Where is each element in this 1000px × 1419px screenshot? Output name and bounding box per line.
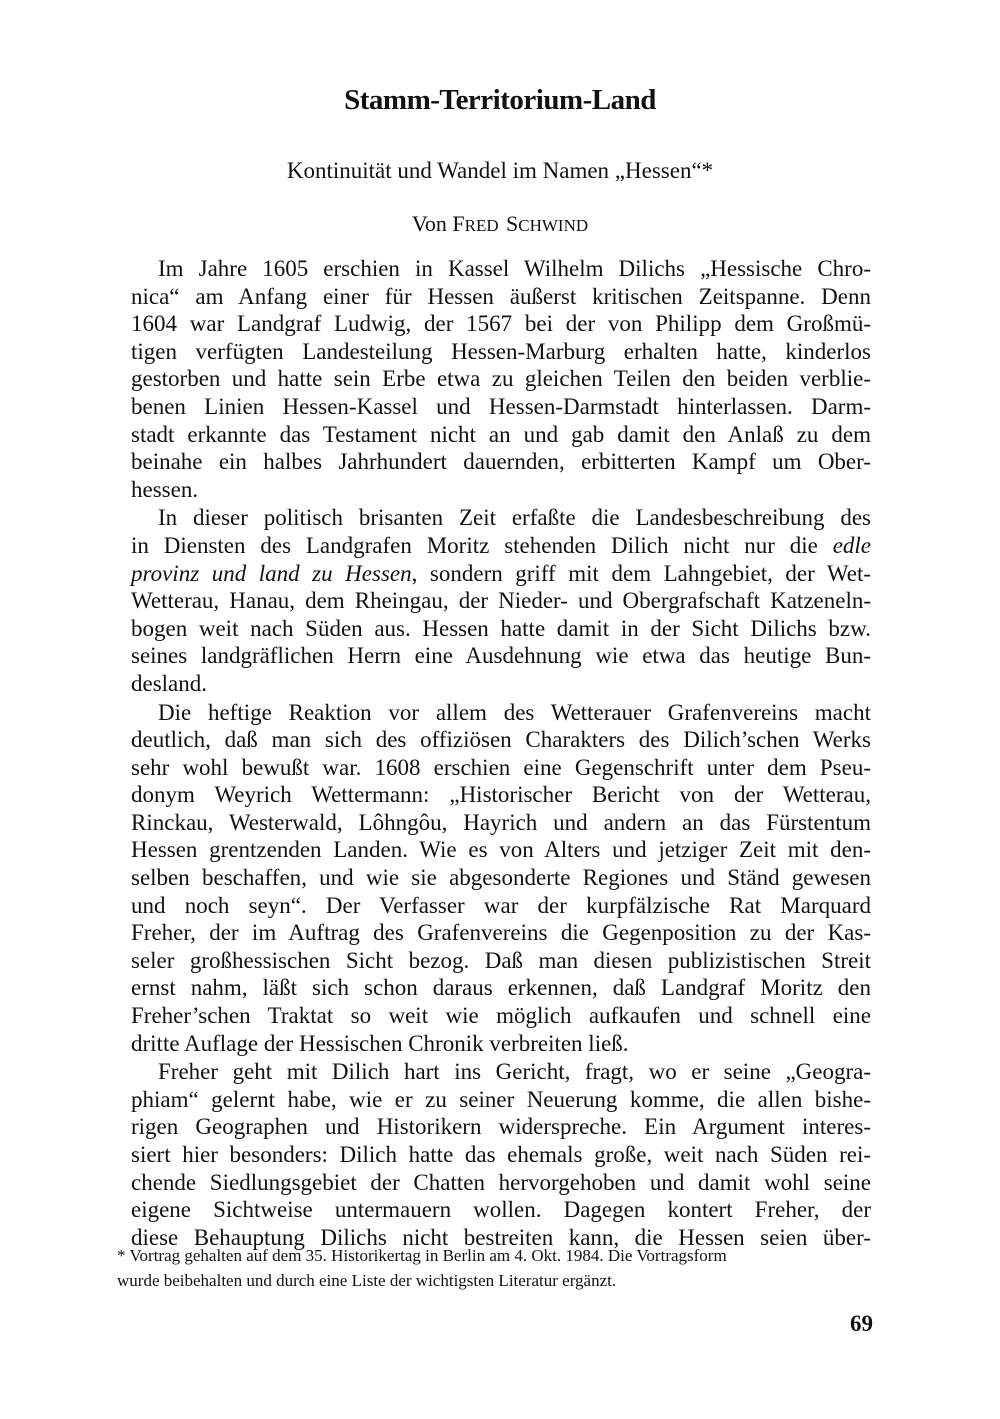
body-line: desland. — [131, 670, 208, 696]
body-line: In dieser politisch brisanten Zeit erfaßte die Landesbeschreibung des — [158, 505, 871, 531]
page-number: 69 — [850, 1311, 873, 1336]
body-line: gestorben und hatte sein Erbe etwa zu gleichen Teilen den beiden verblie- — [131, 366, 871, 392]
body-line: 1604 war Landgraf Ludwig, der 1567 bei der von Philipp dem Großmü- — [131, 311, 871, 337]
body-line: deutlich, daß man sich des offiziösen Charakters des Dilich’schen Werks — [131, 727, 871, 753]
italic-quote: provinz und land zu Hessen — [131, 560, 412, 586]
body-line: nica“ am Anfang einer für Hessen äußerst kritischen Zeitspanne. Denn — [131, 283, 871, 309]
body-line: donym Weyrich Wettermann: „Historischer Bericht von der Wetterau, — [131, 782, 871, 808]
body-line: seines landgräflichen Herrn eine Ausdehnung wie etwa das heutige Bun- — [131, 643, 871, 669]
body-line — [131, 587, 871, 615]
body-line: benen Linien Hessen-Kassel und Hessen-Darmstadt hinterlassen. Darm- — [131, 393, 871, 419]
body-line: sehr wohl bewußt war. 1608 erschien eine Gegenschrift unter dem Pseu- — [131, 754, 871, 780]
body-text: , sondern griff mit dem Lahngebiet, der Wet- — [411, 560, 871, 586]
footnote-line: wurde beibehalten und durch eine Liste der wichtigsten Literatur ergänzt. — [117, 1271, 617, 1290]
body-line: eigene Sichtweise untermauern wollen. Dagegen kontert Freher, der — [131, 1197, 871, 1223]
italic-quote: edle — [832, 532, 871, 558]
body-line: beinahe ein halbes Jahrhundert dauernden, erbitterten Kampf um Ober- — [131, 449, 871, 475]
body-line — [131, 532, 871, 560]
author-last-name: SCHWIND — [506, 211, 589, 236]
body-line: phiam“ gelernt habe, wie er zu seiner Neuerung komme, die allen bishe- — [131, 1086, 871, 1112]
article-body — [131, 255, 871, 1251]
body-line: dritte Auflage der Hessischen Chronik verbreiten ließ. — [131, 1030, 629, 1056]
body-line: siert hier besonders: Dilich hatte das ehemals große, weit nach Süden rei- — [131, 1142, 871, 1167]
body-line: Im Jahre 1605 erschien in Kassel Wilhelm Dilichs „Hessische Chro- — [158, 256, 871, 281]
body-line: Hessen grentzenden Landen. Wie es von Alters und jetziger Zeit mit den- — [131, 837, 871, 863]
footnote — [117, 1243, 874, 1293]
body-line: ernst nahm, läßt sich schon daraus erkennen, daß Landgraf Moritz den — [131, 975, 871, 1001]
author-first-name: FRED — [452, 211, 499, 236]
body-line: und noch seyn“. Der Verfasser war der kurpfälzische Rat Marquard — [131, 892, 871, 918]
body-line: stadt erkannte das Testament nicht an und gab damit den Anlaß zu dem — [131, 421, 871, 447]
body-line: Rinckau, Westerwald, Lôhngôu, Hayrich und andern an das Fürstentum — [131, 809, 871, 835]
body-line: tigen verfügten Landesteilung Hessen-Marburg erhalten hatte, kinderlos — [131, 338, 871, 364]
body-line: Die heftige Reaktion vor allem des Wetterauer Grafenvereins macht — [158, 699, 871, 725]
author-byline — [0, 211, 1000, 237]
body-line: diese Behauptung Dilichs nicht bestreiten kann, die Hessen seien über- — [131, 1224, 871, 1250]
body-line: rigen Geographen und Historikern widerspreche. Ein Argument interes- — [131, 1114, 871, 1140]
body-text: tterau, Hanau, dem Rheingau, der Nieder- und Obergrafschaft Katzeneln- — [161, 588, 871, 614]
byline-prefix: Von — [411, 211, 453, 236]
body-text: in Diensten des Landgrafen Moritz stehenden Dilich nicht nur die — [131, 532, 818, 558]
body-line — [131, 560, 871, 588]
body-line: chende Siedlungsgebiet der Chatten hervorgehoben und damit wohl seine — [131, 1169, 871, 1195]
article-title: Stamm-Territorium-Land — [344, 84, 656, 116]
body-line: Freher geht mit Dilich hart ins Gericht, fragt, wo er seine „Geogra- — [158, 1059, 871, 1085]
body-text: We — [131, 588, 162, 614]
body-line: Freher’schen Traktat so weit wie möglich aufkaufen und schnell eine — [131, 1003, 871, 1029]
article-subtitle: Kontinuität und Wandel im Namen „Hessen“* — [286, 158, 714, 183]
body-line: seler großhessischen Sicht bezog. Daß man diesen publizistischen Streit — [131, 947, 871, 973]
body-line: hessen. — [131, 476, 199, 502]
footnote-line: * Vortrag gehalten auf dem 35. Historikertag in Berlin am 4. Okt. 1984. Die Vortragsform — [117, 1246, 727, 1265]
body-line: bogen weit nach Süden aus. Hessen hatte damit in der Sicht Dilichs bzw. — [131, 615, 871, 641]
body-line: selben beschaffen, und wie sie abgesonderte Regiones und Ständ gewesen — [131, 865, 871, 891]
body-line: Freher, der im Auftrag des Grafenvereins die Gegenposition zu der Kas- — [131, 920, 871, 946]
